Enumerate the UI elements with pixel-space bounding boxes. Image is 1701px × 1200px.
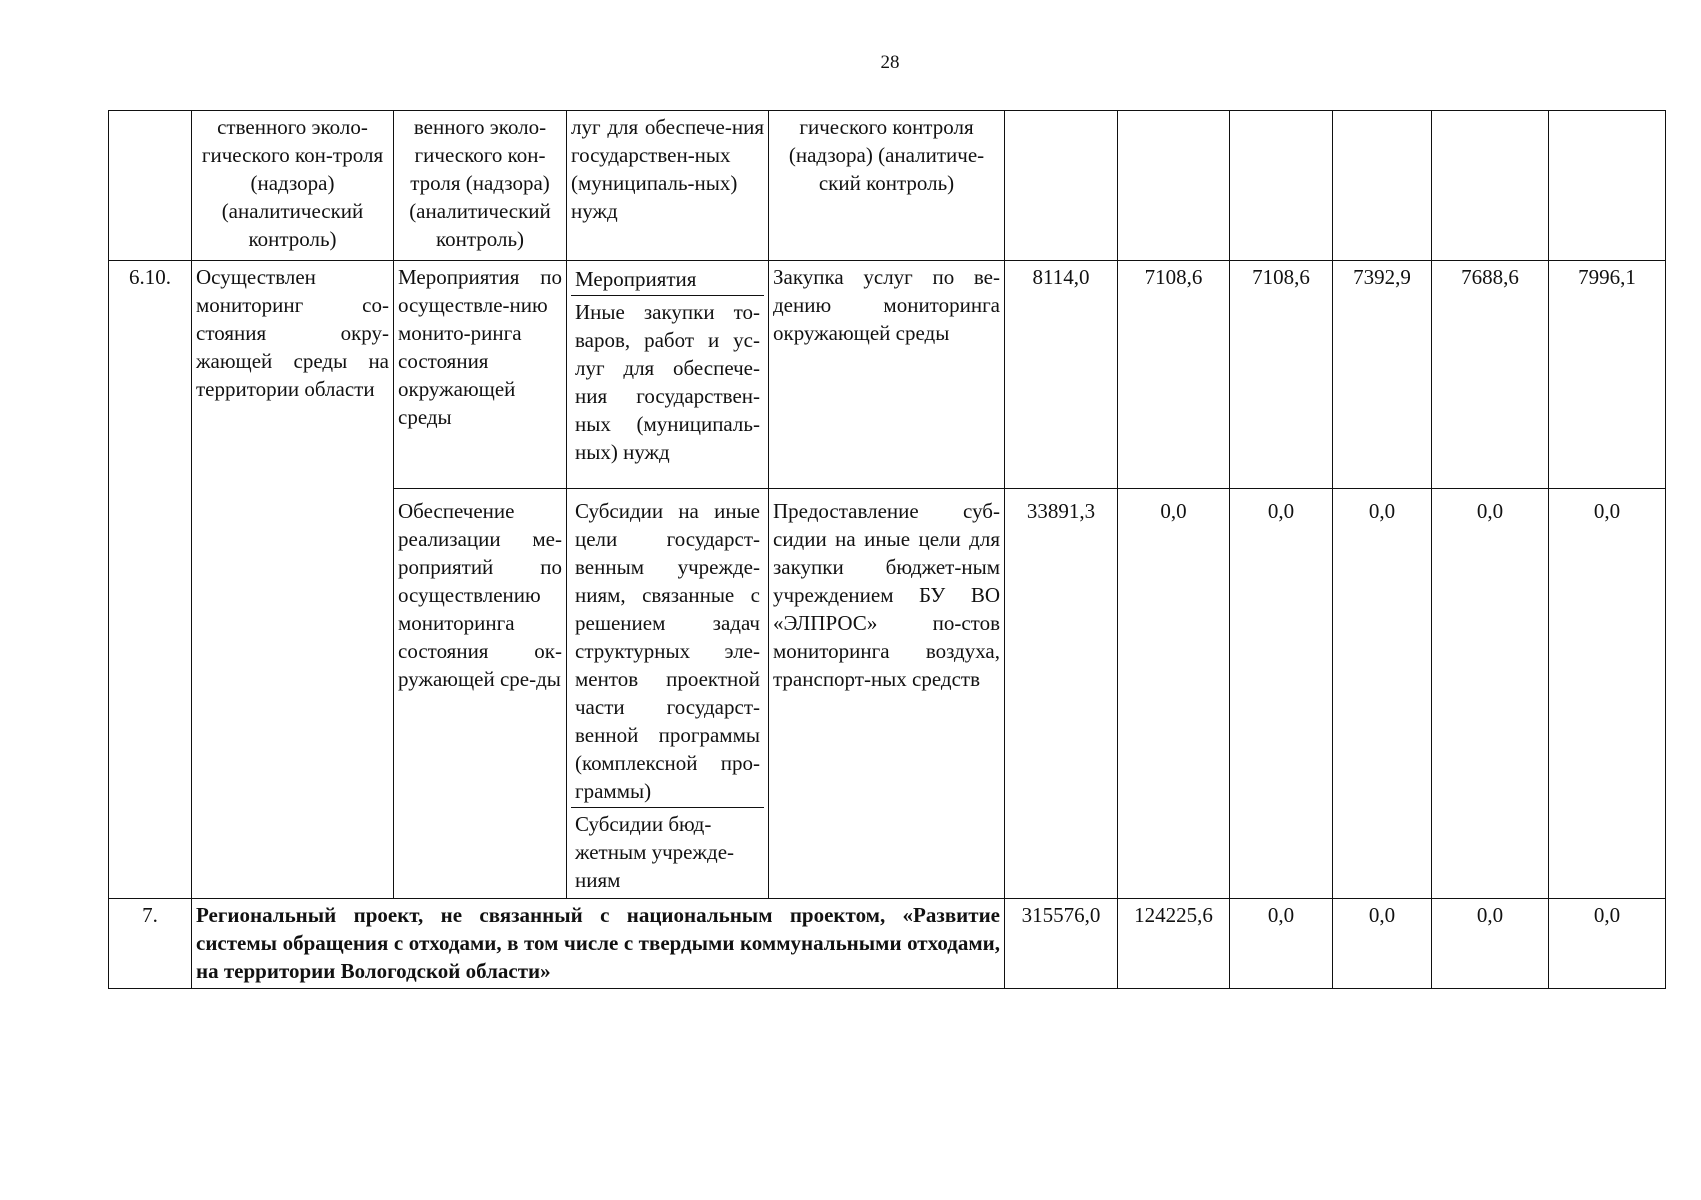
value-cell: 0,0	[1549, 489, 1666, 899]
value-cell	[1549, 111, 1666, 261]
event-cell: венного эколо-гического кон-троля (надзора) (аналитический контроль)	[394, 111, 567, 261]
expense-type-text: Субсидии на иные цели государст-венным учрежде-ниям, связанные с решением задач структурных эле-ментов проектной части государст-венной программы (комплексной про-граммы)	[575, 499, 760, 803]
budget-table	[108, 110, 1666, 989]
project-title-cell: Региональный проект, не связанный с национальным проектом, «Развитие системы обращения с отходами, в том числе с твердыми коммунальными отходами, на территории Вологодской области»	[192, 899, 1005, 989]
page-number: 28	[880, 52, 900, 73]
row-number	[109, 111, 192, 261]
table-row-continuation	[109, 111, 1666, 261]
expense-type-text: Иные закупки то-варов, работ и ус-луг для обеспече-ния государствен-ных (муниципаль-ных) нужд	[571, 295, 764, 468]
direction-cell: Закупка услуг по ве-дению мониторинга окружающей среды	[769, 261, 1005, 489]
value-cell: 0,0	[1230, 899, 1333, 989]
value-cell: 7688,6	[1432, 261, 1549, 489]
direction-cell: Предоставление суб-сидии на иные цели для закупки бюджет-ным учреждением БУ ВО «ЭЛПРОС» по-стов мониторинга воздуха, транспорт-ных средств	[769, 489, 1005, 899]
value-cell: 0,0	[1432, 899, 1549, 989]
value-cell: 0,0	[1432, 489, 1549, 899]
value-cell	[1118, 111, 1230, 261]
value-cell: 0,0	[1118, 489, 1230, 899]
event-cell: Мероприятия по осуществле-нию монито-ринга состояния окружающей среды	[394, 261, 567, 489]
expense-type-extra: Субсидии бюд-жетным учрежде-ниям	[571, 807, 764, 896]
value-cell: 7392,9	[1333, 261, 1432, 489]
value-cell	[1333, 111, 1432, 261]
direction-cell: гического контроля (надзора) (аналитиче-ский контроль)	[769, 111, 1005, 261]
value-cell	[1432, 111, 1549, 261]
expense-type-cell: луг для обеспече-ния государствен-ных (муниципаль-ных) нужд	[567, 111, 769, 261]
table-row-6-10-a	[109, 261, 1666, 489]
value-cell: 0,0	[1549, 899, 1666, 989]
value-cell	[1230, 111, 1333, 261]
expense-type-title: Мероприятия	[575, 267, 697, 291]
table-row-7	[109, 899, 1666, 989]
row-number: 7.	[109, 899, 192, 989]
row-number: 6.10.	[109, 261, 192, 899]
value-cell: 33891,3	[1005, 489, 1118, 899]
result-name-cell: ственного эколо-гического кон-троля (надзора) (аналитический контроль)	[192, 111, 394, 261]
expense-type-cell	[567, 261, 769, 489]
value-cell: 124225,6	[1118, 899, 1230, 989]
value-cell: 0,0	[1230, 489, 1333, 899]
value-cell: 7996,1	[1549, 261, 1666, 489]
value-cell: 7108,6	[1230, 261, 1333, 489]
value-cell: 7108,6	[1118, 261, 1230, 489]
expense-type-cell	[567, 489, 769, 899]
result-name-cell: Осуществлен мониторинг со-стояния окру-жающей среды на территории области	[192, 261, 394, 899]
value-cell: 315576,0	[1005, 899, 1118, 989]
value-cell	[1005, 111, 1118, 261]
value-cell: 8114,0	[1005, 261, 1118, 489]
value-cell: 0,0	[1333, 489, 1432, 899]
value-cell: 0,0	[1333, 899, 1432, 989]
event-cell: Обеспечение реализации ме-роприятий по осуществлению мониторинга состояния ок-ружающей сре-ды	[394, 489, 567, 899]
